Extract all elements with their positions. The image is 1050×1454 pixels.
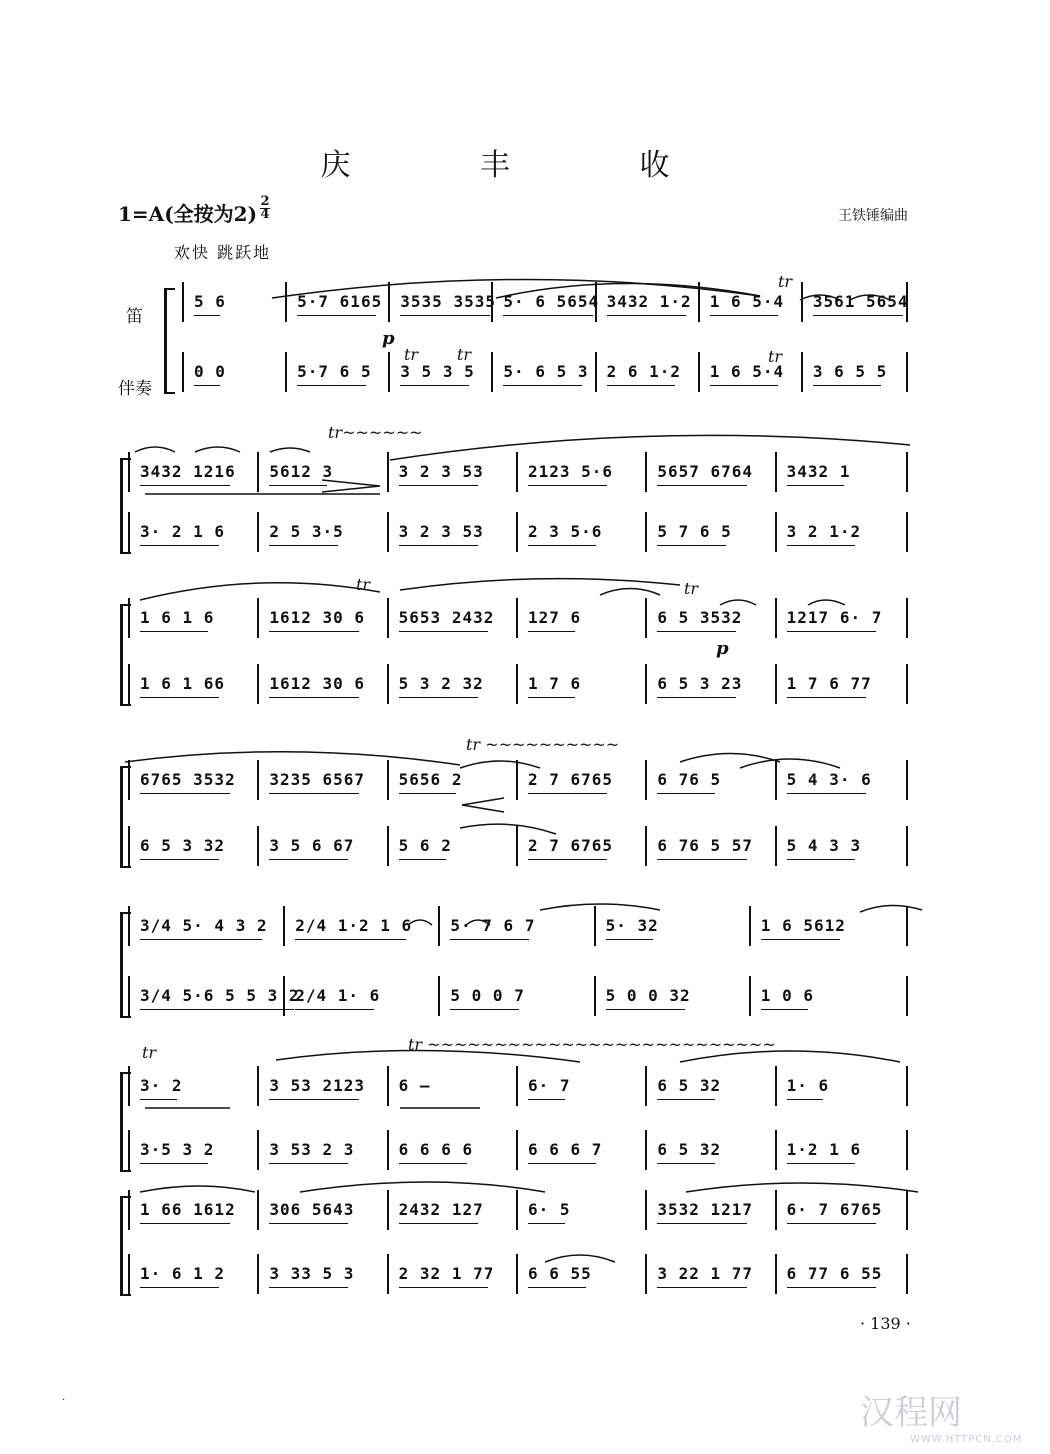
measure: 3561 5654	[813, 292, 909, 316]
barline	[775, 1190, 777, 1230]
svg-text:p: p	[382, 328, 395, 349]
barline	[257, 1066, 259, 1106]
barline	[388, 282, 390, 322]
barline	[516, 598, 518, 638]
barline	[516, 1254, 518, 1294]
measure: 5· 6 5654	[503, 292, 599, 316]
measure: 6765 3532	[140, 770, 236, 794]
barline	[257, 452, 259, 492]
flute-staff	[118, 1066, 918, 1106]
barline	[387, 826, 389, 866]
measure: 5657 6764	[657, 462, 753, 486]
measure: 2 6 1·2	[607, 362, 681, 386]
measure: 5· 32	[606, 916, 659, 940]
measure: 6 77 6 55	[787, 1264, 883, 1288]
barline	[645, 664, 647, 704]
accompaniment-staff	[118, 976, 918, 1016]
barline	[387, 1066, 389, 1106]
accompaniment-staff	[118, 1130, 918, 1170]
svg-text:tr: tr	[356, 575, 371, 594]
svg-text:tr~~~~~~: tr~~~~~~	[328, 423, 423, 442]
flute-staff	[118, 760, 918, 800]
barline	[775, 598, 777, 638]
barline-end	[906, 664, 908, 704]
accompaniment-staff	[118, 512, 918, 552]
barline-end	[906, 976, 908, 1016]
accompaniment-staff	[118, 352, 918, 392]
barline	[645, 1066, 647, 1106]
barline	[438, 906, 440, 946]
barline	[775, 760, 777, 800]
tempo-marking: 欢快 跳跃地	[174, 243, 272, 262]
measure: 127 6	[528, 608, 581, 632]
barline	[595, 352, 597, 392]
barline	[182, 352, 184, 392]
measure: 2/4 1· 6	[295, 986, 380, 1010]
measure: 1612 30 6	[269, 608, 365, 632]
page-number: · 139 ·	[860, 1314, 911, 1333]
barline	[516, 826, 518, 866]
measure: 1612 30 6	[269, 674, 365, 698]
barline	[775, 1066, 777, 1106]
measure: 2 3 5·6	[528, 522, 602, 546]
measure: 1 66 1612	[140, 1200, 236, 1224]
measure: 6 5 3 32	[140, 836, 225, 860]
measure: 6 76 5 57	[657, 836, 753, 860]
barline	[645, 512, 647, 552]
measure: 3432 1	[787, 462, 851, 486]
measure: 1 6 1 6	[140, 608, 214, 632]
measure: 3/4 5·6 5 5 3 2	[140, 986, 300, 1010]
measure: 6 5 32	[657, 1076, 721, 1100]
measure: 3 53 2123	[269, 1076, 365, 1100]
barline	[775, 826, 777, 866]
measure: 1 6 1 66	[140, 674, 225, 698]
barline-end	[906, 826, 908, 866]
barline	[257, 1254, 259, 1294]
measure: 5 0 0 7	[450, 986, 524, 1010]
barline	[128, 512, 130, 552]
measure: 3 2 1·2	[787, 522, 861, 546]
measure: 5 6	[194, 292, 226, 316]
measure: 1217 6· 7	[787, 608, 883, 632]
barline	[491, 352, 493, 392]
measure: 3· 2 1 6	[140, 522, 225, 546]
measure: 2 7 6765	[528, 836, 613, 860]
measure: 3432 1·2	[607, 292, 692, 316]
measure: 6 5 3532	[657, 608, 742, 632]
barline-end	[906, 282, 908, 322]
barline-end	[906, 1190, 908, 1230]
barline	[698, 352, 700, 392]
barline	[283, 906, 285, 946]
barline	[645, 1130, 647, 1170]
measure: 5·7 6165	[297, 292, 382, 316]
measure: 3 2 3 53	[399, 522, 484, 546]
svg-text:tr: tr	[142, 1043, 157, 1062]
barline	[775, 664, 777, 704]
barline	[387, 1130, 389, 1170]
measure: 6 6 55	[528, 1264, 592, 1288]
svg-text:p: p	[716, 638, 729, 659]
measure: 6· 7 6765	[787, 1200, 883, 1224]
time-signature-bottom: 4	[260, 207, 270, 222]
measure: 2 7 6765	[528, 770, 613, 794]
barline	[387, 598, 389, 638]
barline	[387, 1190, 389, 1230]
barline	[516, 1066, 518, 1106]
accompaniment-staff	[118, 826, 918, 866]
barline	[387, 664, 389, 704]
barline	[128, 452, 130, 492]
barline	[128, 664, 130, 704]
stray-dot: ·	[62, 1395, 66, 1406]
barline	[595, 282, 597, 322]
barline	[801, 282, 803, 322]
flute-staff	[118, 598, 918, 638]
flute-staff	[118, 906, 918, 946]
measure: 3/4 5· 4 3 2	[140, 916, 268, 940]
barline	[698, 282, 700, 322]
barline	[257, 598, 259, 638]
measure: 3· 2	[140, 1076, 183, 1100]
barline-end	[906, 352, 908, 392]
barline	[257, 826, 259, 866]
measure: 1·2 1 6	[787, 1140, 861, 1164]
composer: 王铁锤编曲	[838, 208, 908, 224]
measure: 1 6 5·4	[710, 292, 784, 316]
barline	[516, 664, 518, 704]
flute-staff	[118, 282, 918, 322]
measure: 306 5643	[269, 1200, 354, 1224]
svg-text:tr: tr	[778, 272, 793, 291]
barline	[516, 1190, 518, 1230]
barline	[128, 760, 130, 800]
barline	[645, 452, 647, 492]
measure: 3 22 1 77	[657, 1264, 753, 1288]
measure: 6 6 6 7	[528, 1140, 602, 1164]
watermark-url: WWW.HTTPCN.COM	[910, 1434, 1023, 1445]
measure: 2/4 1·2 1 6	[295, 916, 412, 940]
measure: 0 0	[194, 362, 226, 386]
barline	[775, 452, 777, 492]
barline	[749, 906, 751, 946]
measure: 5· 7 6 7	[450, 916, 535, 940]
measure: 6 –	[398, 1076, 431, 1095]
measure: 1 7 6	[528, 674, 581, 698]
barline	[516, 452, 518, 492]
measure: 5·7 6 5	[297, 362, 371, 386]
measure: 1 0 6	[761, 986, 814, 1010]
barline	[128, 1190, 130, 1230]
measure: 5656 2	[399, 770, 463, 794]
measure: 5· 6 5 3	[503, 362, 588, 386]
barline-end	[906, 512, 908, 552]
measure: 3 2 3 53	[399, 462, 484, 486]
measure: 1 6 5·4	[710, 362, 784, 386]
barline	[645, 1190, 647, 1230]
barline	[438, 976, 440, 1016]
barline-end	[906, 598, 908, 638]
watermark	[860, 1385, 1022, 1445]
barline	[645, 760, 647, 800]
barline	[516, 760, 518, 800]
barline-end	[906, 1130, 908, 1170]
svg-text:tr: tr	[457, 345, 472, 364]
barline	[285, 352, 287, 392]
barline	[775, 1130, 777, 1170]
measure: 3 5 3 5	[400, 362, 474, 386]
measure: 6· 5	[528, 1200, 571, 1224]
svg-text:tr: tr	[684, 579, 699, 598]
measure: 1 7 6 77	[787, 674, 872, 698]
measure: 6 5 3 23	[657, 674, 742, 698]
measure: 3535 3535	[400, 292, 496, 316]
barline	[516, 1130, 518, 1170]
svg-text:tr: tr	[404, 345, 419, 364]
barline	[387, 512, 389, 552]
barline	[801, 352, 803, 392]
measure: 5 0 0 32	[606, 986, 691, 1010]
key-signature: 1=A(全按为2)	[118, 202, 258, 226]
song-title: 庆 丰 收	[320, 148, 730, 183]
barline	[128, 598, 130, 638]
barline	[128, 906, 130, 946]
barline	[257, 512, 259, 552]
barline	[645, 598, 647, 638]
measure: 5 6 2	[399, 836, 452, 860]
barline	[387, 760, 389, 800]
measure: 3 5 6 67	[269, 836, 354, 860]
barline	[128, 826, 130, 866]
barline	[257, 760, 259, 800]
measure: 6· 7	[528, 1076, 571, 1100]
barline	[257, 664, 259, 704]
barline	[387, 452, 389, 492]
measure: 2 5 3·5	[269, 522, 343, 546]
barline	[128, 1130, 130, 1170]
barline	[257, 1190, 259, 1230]
measure: 5 3 2 32	[399, 674, 484, 698]
barline	[594, 976, 596, 1016]
measure: 3 53 2 3	[269, 1140, 354, 1164]
accompaniment-staff	[118, 664, 918, 704]
svg-text:tr: tr	[768, 347, 783, 366]
accompaniment-staff	[118, 1254, 918, 1294]
time-signature-top: 2	[260, 194, 270, 209]
measure: 1· 6	[787, 1076, 830, 1100]
measure: 6 5 32	[657, 1140, 721, 1164]
barline-end	[906, 760, 908, 800]
measure: 6 76 5	[657, 770, 721, 794]
barline	[645, 1254, 647, 1294]
measure: 3·5 3 2	[140, 1140, 214, 1164]
time-signature	[260, 196, 270, 221]
barline	[594, 906, 596, 946]
barline	[388, 352, 390, 392]
measure: 1· 6 1 2	[140, 1264, 225, 1288]
svg-text:tr ~~~~~~~~~~~~~~~~~~~~~~~~~~: tr ~~~~~~~~~~~~~~~~~~~~~~~~~~	[408, 1035, 776, 1054]
flute-staff	[118, 452, 918, 492]
watermark-logo: 汉程网	[860, 1393, 962, 1433]
part-label-flute: 笛	[126, 307, 143, 327]
barline	[283, 976, 285, 1016]
barline	[128, 1254, 130, 1294]
measure: 1 6 5612	[761, 916, 846, 940]
barline-end	[906, 452, 908, 492]
measure: 5653 2432	[399, 608, 495, 632]
barline-end	[906, 906, 908, 946]
measure: 6 6 6 6	[399, 1140, 473, 1164]
barline	[775, 512, 777, 552]
barline	[182, 282, 184, 322]
measure: 3532 1217	[657, 1200, 753, 1224]
barline	[516, 512, 518, 552]
barline	[128, 1066, 130, 1106]
part-label-accompaniment: 伴奏	[118, 379, 152, 399]
barline	[645, 826, 647, 866]
barline	[775, 1254, 777, 1294]
barline	[257, 1130, 259, 1170]
measure: 5 7 6 5	[657, 522, 731, 546]
measure: 5 4 3· 6	[787, 770, 872, 794]
measure: 2 32 1 77	[399, 1264, 495, 1288]
barline	[387, 1254, 389, 1294]
barline	[491, 282, 493, 322]
measure: 2432 127	[399, 1200, 484, 1224]
barline	[128, 976, 130, 1016]
measure: 3235 6567	[269, 770, 365, 794]
measure: 3432 1216	[140, 462, 236, 486]
measure: 5 4 3 3	[787, 836, 861, 860]
flute-staff	[118, 1190, 918, 1230]
barline	[285, 282, 287, 322]
barline	[749, 976, 751, 1016]
measure: 2123 5·6	[528, 462, 613, 486]
measure: 5612 3	[269, 462, 333, 486]
svg-text:tr ~~~~~~~~~~: tr ~~~~~~~~~~	[466, 735, 620, 754]
measure: 3 33 5 3	[269, 1264, 354, 1288]
barline-end	[906, 1254, 908, 1294]
measure: 3 6 5 5	[813, 362, 887, 386]
barline-end	[906, 1066, 908, 1106]
